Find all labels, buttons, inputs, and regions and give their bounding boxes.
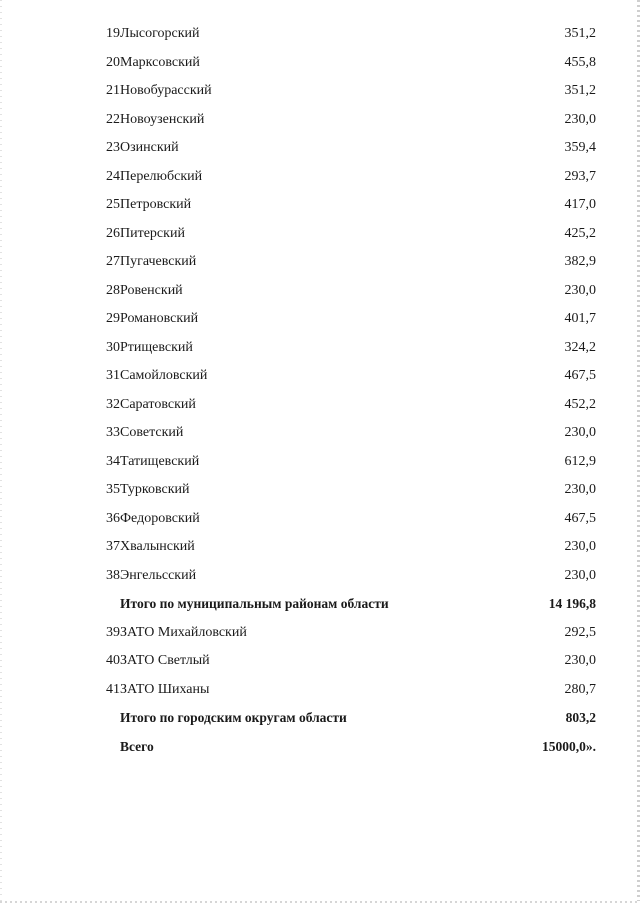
row-number: 39 [106,624,120,640]
allocation-value: 230,0 [564,539,596,555]
row-number: 21 [106,83,120,99]
district-name: Федоровский [120,510,200,526]
allocation-value: 351,2 [564,26,596,42]
allocation-value: 230,0 [564,282,596,298]
total-value: 803,2 [565,710,596,726]
district-name: Татищевский [120,453,200,469]
table-row [84,533,596,562]
total-label: Итого по городским округам области [120,710,347,726]
row-number: 28 [106,282,120,298]
row-number [84,590,120,619]
total-row [84,733,596,762]
row-number: 27 [106,254,120,270]
table-row [84,77,596,106]
allocation-table [84,20,596,761]
row-number: 36 [106,510,120,526]
total-value: 14 196,8 [548,596,596,612]
table-row [84,619,596,648]
total-label: Итого по муниципальным районам области [120,596,389,612]
allocation-value: 425,2 [564,225,596,241]
district-name: Лысогорский [120,26,200,42]
row-number: 29 [106,311,120,327]
table-row [84,419,596,448]
table-row [84,191,596,220]
table-row [84,20,596,49]
district-name: Пугачевский [120,254,197,270]
table-row [84,305,596,334]
allocation-value: 230,0 [564,111,596,127]
row-number: 35 [106,482,120,498]
allocation-value: 417,0 [564,197,596,213]
district-name: Ровенский [120,282,183,298]
table-row [84,562,596,591]
allocation-value: 351,2 [564,83,596,99]
table-row [84,334,596,363]
row-number: 33 [106,425,120,441]
row-number: 30 [106,339,120,355]
total-row [84,590,596,619]
row-number: 41 [106,681,120,697]
table-row [84,647,596,676]
table-row [84,448,596,477]
allocation-value: 280,7 [564,681,596,697]
total-label: Всего [120,738,154,754]
row-number: 40 [106,653,120,669]
allocation-value: 293,7 [564,168,596,184]
row-number: 38 [106,567,120,583]
table-row [84,476,596,505]
table-row [84,163,596,192]
allocation-value: 359,4 [564,140,596,156]
allocation-value: 452,2 [564,396,596,412]
table-row [84,220,596,249]
district-name: Саратовский [120,396,196,412]
table-row [84,362,596,391]
row-number: 24 [106,168,120,184]
district-name: Новобурасский [120,83,212,99]
district-name: Советский [120,425,184,441]
district-name: Энгельсский [120,567,197,583]
allocation-value: 455,8 [564,54,596,70]
district-name: Самойловский [120,368,208,384]
district-name: Романовский [120,311,199,327]
row-number [84,733,120,762]
row-number: 22 [106,111,120,127]
table-row [84,248,596,277]
allocation-value: 230,0 [564,567,596,583]
district-name: Перелюбский [120,168,203,184]
table-row [84,505,596,534]
row-number: 19 [106,26,120,42]
table-row [84,391,596,420]
district-name: Марксовский [120,54,200,70]
allocation-table-body [84,20,596,761]
district-name: Турковский [120,482,190,498]
allocation-value: 230,0 [564,482,596,498]
district-name: Ртищевский [120,339,193,355]
total-value: 15000,0». [542,738,596,754]
district-name: Хвалынский [120,539,195,555]
total-row [84,704,596,733]
scan-edge-left [0,0,2,905]
allocation-value: 401,7 [564,311,596,327]
allocation-value: 292,5 [564,624,596,640]
table-row [84,49,596,78]
district-name: Новоузенский [120,111,205,127]
row-number: 31 [106,368,120,384]
row-number: 26 [106,225,120,241]
table-row [84,676,596,705]
table-row [84,134,596,163]
scan-edge-bottom [0,901,640,903]
row-number: 37 [106,539,120,555]
row-number [84,704,120,733]
allocation-value: 382,9 [564,254,596,270]
row-number: 20 [106,54,120,70]
district-name: Петровский [120,197,192,213]
allocation-value: 612,9 [564,453,596,469]
table-row [84,106,596,135]
row-number: 32 [106,396,120,412]
table-row [84,277,596,306]
district-name: ЗАТО Светлый [120,653,210,669]
row-number: 25 [106,197,120,213]
allocation-value: 230,0 [564,653,596,669]
allocation-value: 324,2 [564,339,596,355]
allocation-value: 467,5 [564,368,596,384]
district-name: Питерский [120,225,185,241]
district-name: Озинский [120,140,179,156]
row-number: 23 [106,140,120,156]
row-number: 34 [106,453,120,469]
allocation-value: 467,5 [564,510,596,526]
allocation-value: 230,0 [564,425,596,441]
district-name: ЗАТО Шиханы [120,681,210,697]
district-name: ЗАТО Михайловский [120,624,247,640]
